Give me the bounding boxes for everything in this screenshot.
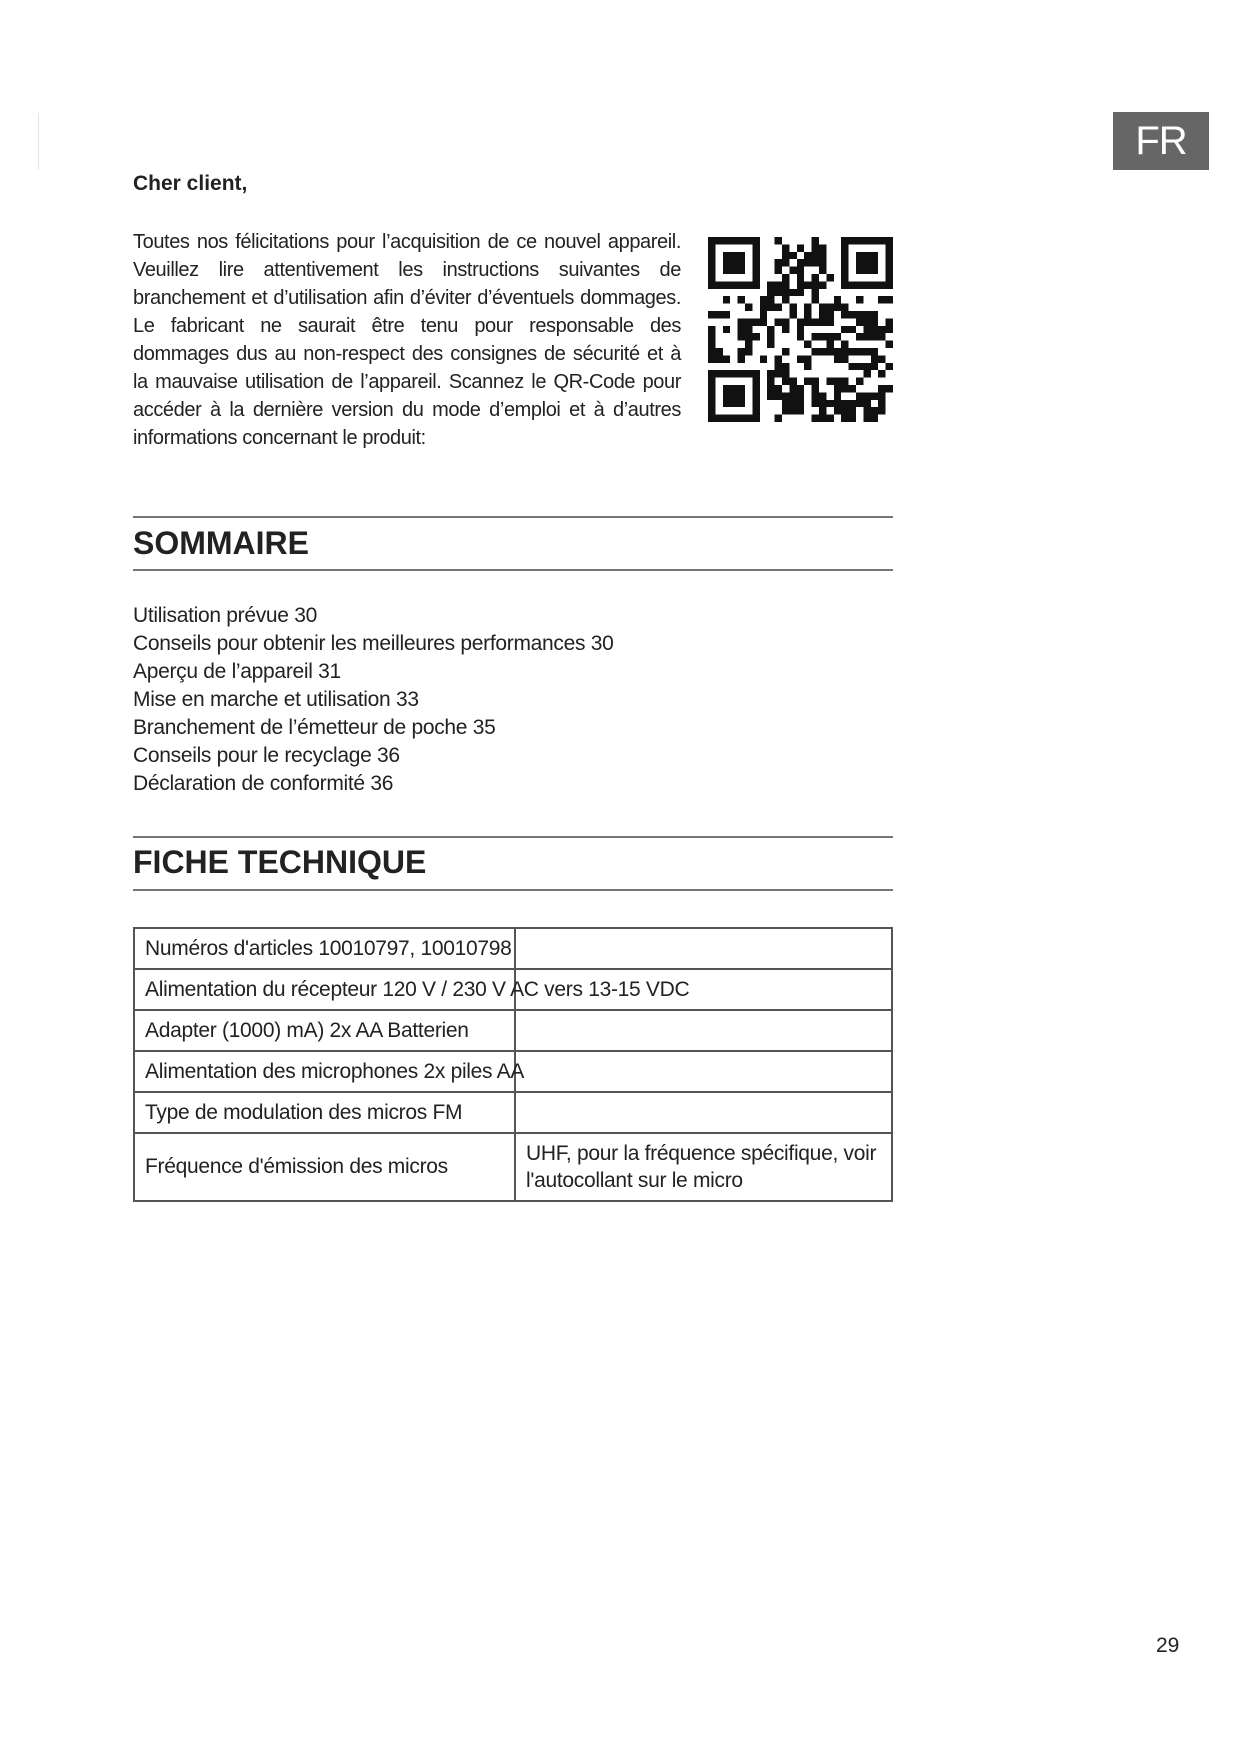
table-row [134,1092,892,1133]
divider [133,836,893,838]
table-row [134,1010,892,1051]
spec-value: UHF, pour la fréquence spécifique, voir l'autocollant sur le micro [515,1133,892,1201]
intro-paragraph: Toutes nos félicitations pour l’acquisition de ce nouvel appareil. Veuillez lire attentivement les instructions suivantes de branchement et d’utilisation afin d’éviter d’éventuels dommages. Le fabricant ne saurait être tenu pour responsable des dommages dus au non-respect des consignes de sécurité et à la mauvaise utilisation de l’appareil. Scannez le QR-Code pour accéder à la dernière version du mode d’emploi et à d’autres informations concernant le produit: [133,231,681,449]
spec-label: Alimentation des microphones 2x piles AA [134,1051,515,1092]
toc-item[interactable]: Conseils pour obtenir les meilleures performances 30 [133,632,614,655]
summary-title: SOMMAIRE [133,525,309,561]
toc-item[interactable]: Déclaration de conformité 36 [133,772,394,795]
divider [133,569,893,571]
margin-line [38,113,39,170]
spec-value [515,1010,892,1051]
page-number: 29 [1156,1634,1180,1657]
qr-code-icon [708,237,893,422]
spec-value [515,928,892,969]
toc-item[interactable]: Branchement de l’émetteur de poche 35 [133,716,496,739]
divider [133,889,893,891]
greeting: Cher client, [133,172,248,195]
specs-table [133,927,893,1202]
spec-label: Alimentation du récepteur 120 V / 230 V AC vers 13-15 VDC [134,969,515,1010]
toc-item[interactable]: Mise en marche et utilisation 33 [133,688,419,711]
table-row [134,928,892,969]
table-row [134,1133,892,1201]
spec-value [515,1051,892,1092]
spec-label: Fréquence d'émission des micros [134,1133,515,1201]
language-tab: FR [1113,112,1209,170]
spec-label: Adapter (1000) mA) 2x AA Batterien [134,1010,515,1051]
divider [133,516,893,518]
spec-value [515,1092,892,1133]
spec-label: Type de modulation des micros FM [134,1092,515,1133]
toc-item[interactable]: Aperçu de l’appareil 31 [133,660,341,683]
table-row [134,1051,892,1092]
table-of-contents [133,602,613,798]
toc-item[interactable]: Utilisation prévue 30 [133,604,317,627]
spec-label: Numéros d'articles 10010797, 10010798 [134,928,515,969]
specs-title: FICHE TECHNIQUE [133,844,427,880]
toc-item[interactable]: Conseils pour le recyclage 36 [133,744,400,767]
table-row [134,969,892,1010]
